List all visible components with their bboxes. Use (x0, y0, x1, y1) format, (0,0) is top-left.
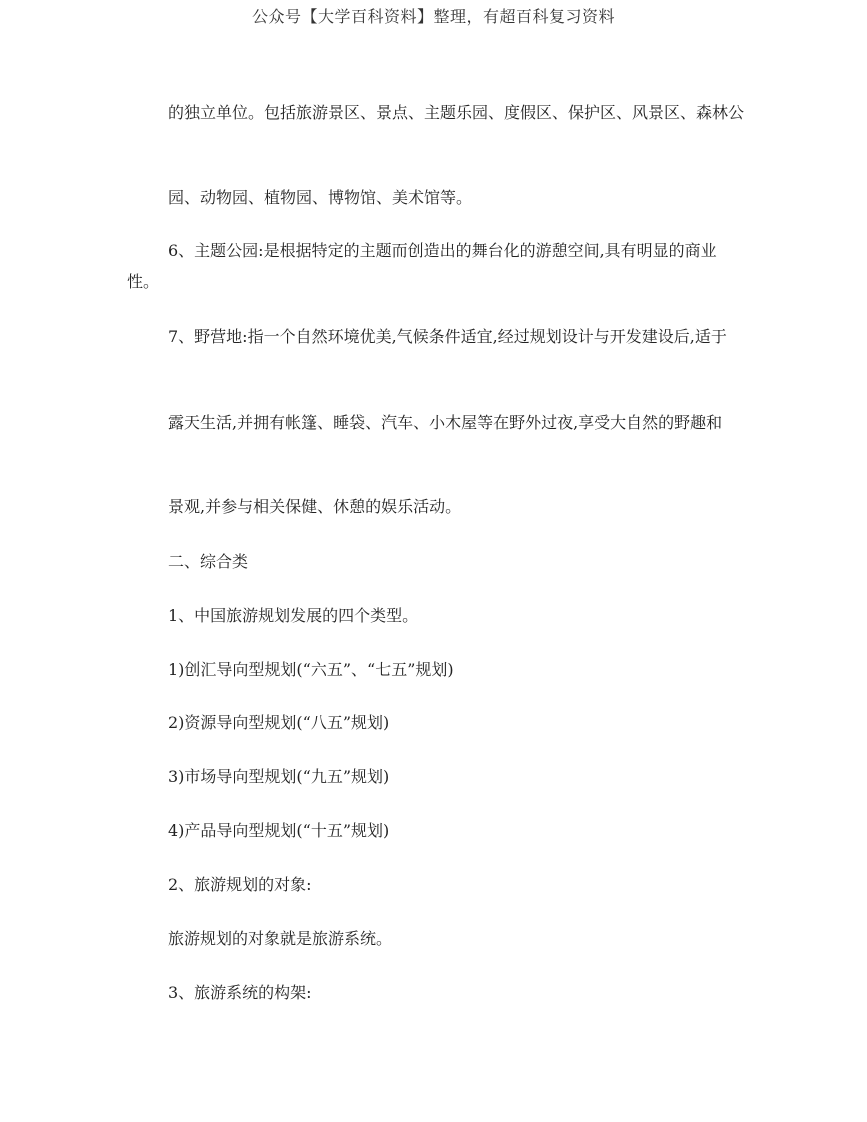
paragraph: 1、中国旅游规划发展的四个类型。 (168, 606, 419, 625)
paragraph: 园、动物园、植物园、博物馆、美术馆等。 (168, 188, 473, 207)
paragraph: 6、主题公园:是根据特定的主题而创造出的舞台化的游憩空间,具有明显的商业性。 (127, 241, 717, 291)
paragraph: 7、野营地:指一个自然环境优美,气候条件适宜,经过规划设计与开发建设后,适于 (168, 327, 727, 346)
paragraph: 的独立单位。包括旅游景区、景点、主题乐园、度假区、保护区、风景区、森林公 (168, 103, 745, 122)
paragraph: 3)市场导向型规划(“九五”规划) (168, 767, 390, 786)
paragraph: 露天生活,并拥有帐篷、睡袋、汽车、小木屋等在野外过夜,享受大自然的野趣和 (168, 413, 723, 432)
paragraph: 2)资源导向型规划(“八五”规划) (168, 713, 390, 732)
paragraph: 1)创汇导向型规划(“六五”、“七五”规划) (168, 660, 454, 679)
paragraph: 旅游规划的对象就是旅游系统。 (168, 929, 393, 948)
paragraph: 3、旅游系统的构架: (168, 983, 312, 1002)
paragraph: 2、旅游规划的对象: (168, 875, 312, 894)
page-header: 公众号【大学百科资料】整理，有超百科复习资料 (251, 7, 615, 26)
paragraph: 二、综合类 (168, 552, 249, 571)
paragraph: 景观,并参与相关保健、休憩的娱乐活动。 (168, 497, 462, 516)
paragraph: 4)产品导向型规划(“十五”规划) (168, 821, 390, 840)
